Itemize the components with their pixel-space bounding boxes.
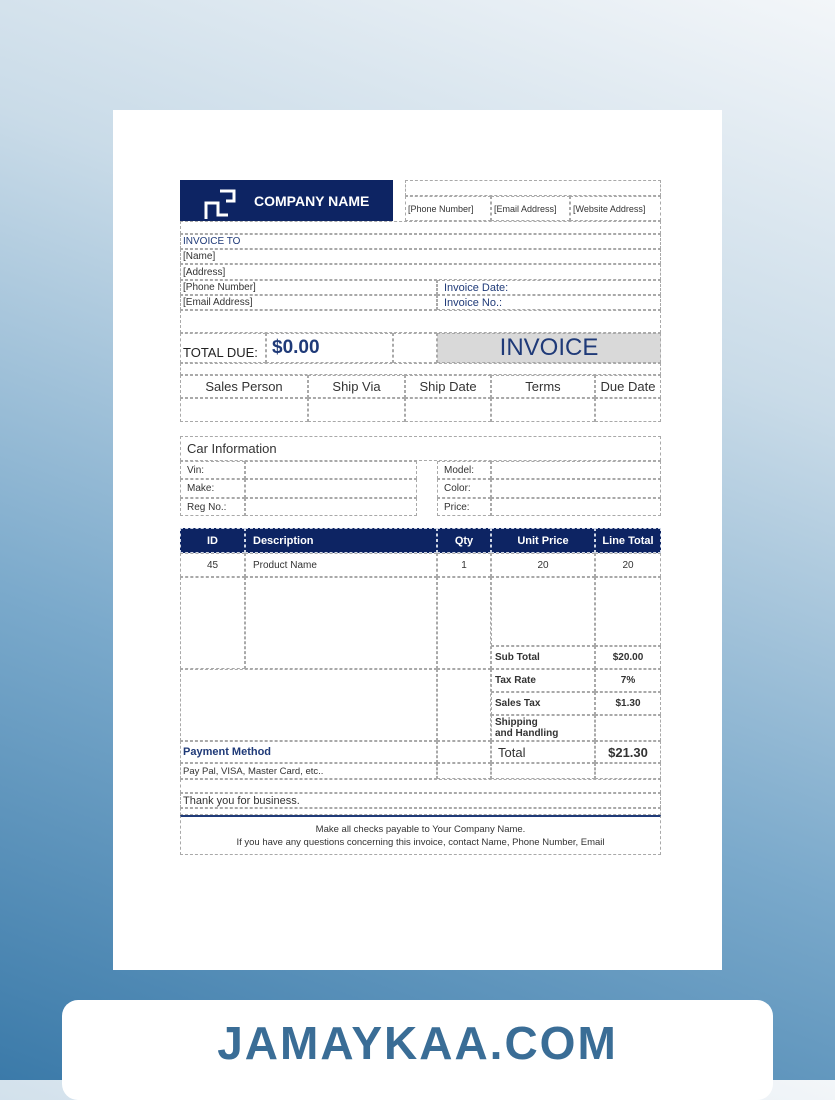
header-due-date: Due Date xyxy=(595,375,661,398)
price-value[interactable] xyxy=(491,498,661,516)
shipping-label xyxy=(491,715,595,741)
spacer-cell xyxy=(595,763,661,779)
item-unit-price: 20 xyxy=(491,553,595,577)
item-qty: 1 xyxy=(437,553,491,577)
col-id: ID xyxy=(180,528,245,553)
vin-value[interactable] xyxy=(245,461,417,479)
total-label: Total xyxy=(491,741,595,763)
sub-total-label: Sub Total xyxy=(491,646,595,669)
ship-date-value[interactable] xyxy=(405,398,491,422)
bill-to-name: [Name] xyxy=(180,249,661,264)
empty-qty-cells xyxy=(437,577,491,669)
invoice-date-label: Invoice Date: xyxy=(437,280,661,295)
vin-label: Vin: xyxy=(180,461,245,479)
bill-to-address: [Address] xyxy=(180,264,661,280)
header-ship-via: Ship Via xyxy=(308,375,405,398)
invoice-to-label: INVOICE TO xyxy=(180,234,661,249)
bill-to-phone: [Phone Number] xyxy=(180,280,437,295)
shipping-label-line1: Shipping xyxy=(495,717,538,728)
color-value[interactable] xyxy=(491,479,661,498)
shipping-label-line2: and Handling xyxy=(495,728,559,739)
spacer-cell xyxy=(437,669,491,741)
shipping-value[interactable] xyxy=(595,715,661,741)
company-website: [Website Address] xyxy=(570,196,661,221)
sub-total-value: $20.00 xyxy=(595,646,661,669)
tax-rate-value: 7% xyxy=(595,669,661,692)
item-line-total: 20 xyxy=(595,553,661,577)
reg-no-label: Reg No.: xyxy=(180,498,245,516)
invoice-number-label: Invoice No.: xyxy=(437,295,661,310)
price-label: Price: xyxy=(437,498,491,516)
footer-line-1: Make all checks payable to Your Company Name. xyxy=(315,823,526,835)
total-due-value: $0.00 xyxy=(266,333,393,363)
footer-line-2: If you have any questions concerning this invoice, contact Name, Phone Number, Email xyxy=(236,836,605,848)
sales-tax-label: Sales Tax xyxy=(491,692,595,715)
spacer-cell xyxy=(437,741,491,763)
total-due-label: TOTAL DUE: xyxy=(180,333,266,363)
payment-method-label: Payment Method xyxy=(180,741,437,763)
model-value[interactable] xyxy=(491,461,661,479)
spacer-row xyxy=(180,363,661,375)
company-logo-icon xyxy=(202,183,246,219)
spacer-row xyxy=(180,779,661,793)
company-phone: [Phone Number] xyxy=(405,196,491,221)
empty-id-cells xyxy=(180,577,245,669)
col-line-total: Line Total xyxy=(595,528,661,553)
tax-rate-label: Tax Rate xyxy=(491,669,595,692)
car-info-title: Car Information xyxy=(180,436,661,461)
col-unit-price: Unit Price xyxy=(491,528,595,553)
bill-to-email: [Email Address] xyxy=(180,295,437,310)
company-email: [Email Address] xyxy=(491,196,570,221)
reg-no-value[interactable] xyxy=(245,498,417,516)
header-ship-date: Ship Date xyxy=(405,375,491,398)
watermark-text: JAMAYKAA.COM xyxy=(217,1017,618,1069)
company-banner xyxy=(180,180,393,221)
empty-total-cells xyxy=(595,577,661,646)
spacer-row xyxy=(180,310,661,333)
make-label: Make: xyxy=(180,479,245,498)
color-label: Color: xyxy=(437,479,491,498)
spacer-cell xyxy=(437,763,491,779)
col-description: Description xyxy=(245,528,437,553)
model-label: Model: xyxy=(437,461,491,479)
make-value[interactable] xyxy=(245,479,417,498)
invoice-title: INVOICE xyxy=(437,333,661,363)
company-name: COMPANY NAME xyxy=(254,192,370,209)
terms-value[interactable] xyxy=(491,398,595,422)
sales-person-value[interactable] xyxy=(180,398,308,422)
item-id: 45 xyxy=(180,553,245,577)
col-qty: Qty xyxy=(437,528,491,553)
footer-note xyxy=(180,815,661,855)
empty-desc-cells xyxy=(245,577,437,669)
ship-via-value[interactable] xyxy=(308,398,405,422)
header-sales-person: Sales Person xyxy=(180,375,308,398)
notes-area xyxy=(180,669,437,741)
spacer-row xyxy=(180,808,661,815)
due-date-value[interactable] xyxy=(595,398,661,422)
payment-methods: Pay Pal, VISA, Master Card, etc.. xyxy=(180,763,437,779)
item-description: Product Name xyxy=(245,553,437,577)
spacer-row xyxy=(180,221,661,234)
thank-you-note: Thank you for business. xyxy=(180,793,661,808)
header-grid xyxy=(405,180,661,196)
sales-tax-value: $1.30 xyxy=(595,692,661,715)
spacer-cell xyxy=(393,333,437,363)
empty-price-cells xyxy=(491,577,595,646)
total-value: $21.30 xyxy=(595,741,661,763)
spacer-cell xyxy=(491,763,595,779)
watermark-banner xyxy=(62,1000,773,1100)
header-terms: Terms xyxy=(491,375,595,398)
